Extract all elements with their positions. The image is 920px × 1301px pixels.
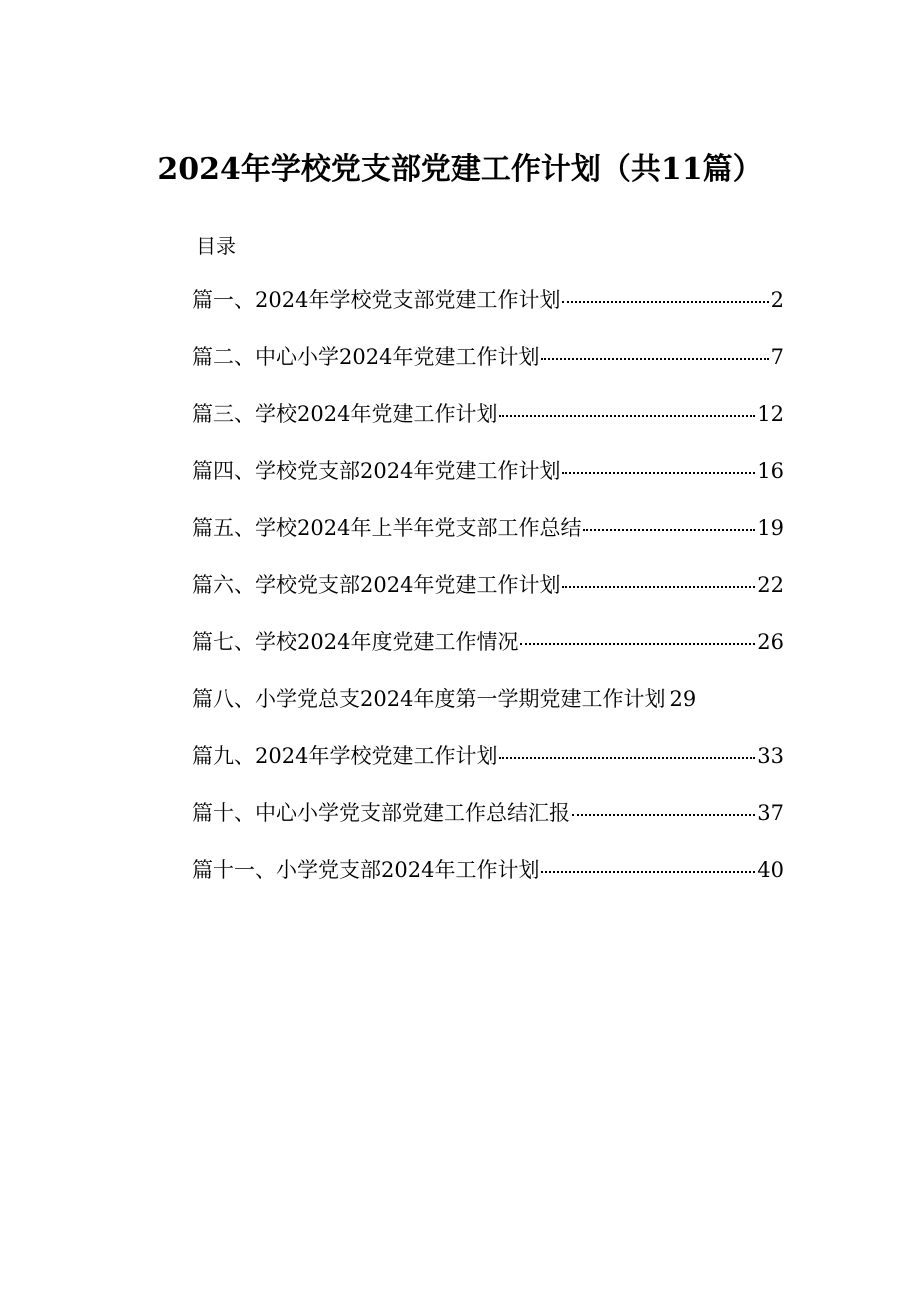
toc-entry-title: 篇七、学校2024年度党建工作情况 bbox=[192, 630, 519, 654]
toc-entry[interactable] bbox=[192, 284, 784, 341]
toc-entry-title: 篇四、学校党支部2024年党建工作计划 bbox=[192, 459, 561, 483]
toc-page-number: 7 bbox=[770, 345, 784, 369]
toc-entry[interactable] bbox=[192, 512, 784, 569]
toc-entry[interactable] bbox=[192, 797, 784, 854]
toc-page-number: 40 bbox=[757, 858, 784, 882]
toc-entry[interactable] bbox=[192, 683, 784, 740]
toc-dot-leader bbox=[499, 755, 755, 759]
table-of-contents bbox=[192, 284, 784, 911]
toc-dot-leader bbox=[499, 413, 755, 417]
toc-entry-title: 篇二、中心小学2024年党建工作计划 bbox=[192, 345, 540, 369]
toc-entry[interactable] bbox=[192, 455, 784, 512]
toc-dot-leader bbox=[541, 869, 755, 873]
toc-dot-leader bbox=[541, 356, 768, 360]
toc-page-number: 19 bbox=[757, 516, 784, 540]
toc-entry[interactable] bbox=[192, 740, 784, 797]
toc-entry[interactable] bbox=[192, 854, 784, 911]
toc-dot-leader bbox=[562, 470, 755, 474]
toc-dot-leader bbox=[583, 527, 755, 531]
toc-entry-title: 篇六、学校党支部2024年党建工作计划 bbox=[192, 573, 561, 597]
toc-page-number: 12 bbox=[757, 402, 784, 426]
toc-entry[interactable] bbox=[192, 341, 784, 398]
toc-page-number: 2 bbox=[770, 288, 784, 312]
toc-entry-title: 篇十、中心小学党支部党建工作总结汇报 bbox=[192, 801, 570, 825]
toc-entry-title: 篇一、2024年学校党支部党建工作计划 bbox=[192, 288, 561, 312]
toc-entry-title: 篇五、学校2024年上半年党支部工作总结 bbox=[192, 516, 582, 540]
toc-entry-title: 篇八、小学党总支2024年度第一学期党建工作计划 bbox=[192, 687, 666, 711]
toc-dot-leader bbox=[562, 584, 755, 588]
toc-entry[interactable] bbox=[192, 626, 784, 683]
toc-page-number: 37 bbox=[757, 801, 784, 825]
toc-heading: 目录 bbox=[196, 234, 236, 258]
toc-entry-title: 篇三、学校2024年党建工作计划 bbox=[192, 402, 498, 426]
toc-entry-title: 篇十一、小学党支部2024年工作计划 bbox=[192, 858, 540, 882]
toc-page-number: 16 bbox=[757, 459, 784, 483]
toc-dot-leader bbox=[520, 641, 755, 645]
document-title: 2024年学校党支部党建工作计划（共11篇） bbox=[157, 152, 763, 187]
toc-page-number: 26 bbox=[757, 630, 784, 654]
toc-dot-leader bbox=[572, 812, 755, 816]
toc-page-number: 29 bbox=[669, 687, 697, 711]
toc-dot-leader bbox=[562, 299, 768, 303]
toc-page-number: 33 bbox=[757, 744, 784, 768]
toc-entry[interactable] bbox=[192, 569, 784, 626]
toc-entry[interactable] bbox=[192, 398, 784, 455]
toc-page-number: 22 bbox=[757, 573, 784, 597]
toc-entry-title: 篇九、2024年学校党建工作计划 bbox=[192, 744, 498, 768]
